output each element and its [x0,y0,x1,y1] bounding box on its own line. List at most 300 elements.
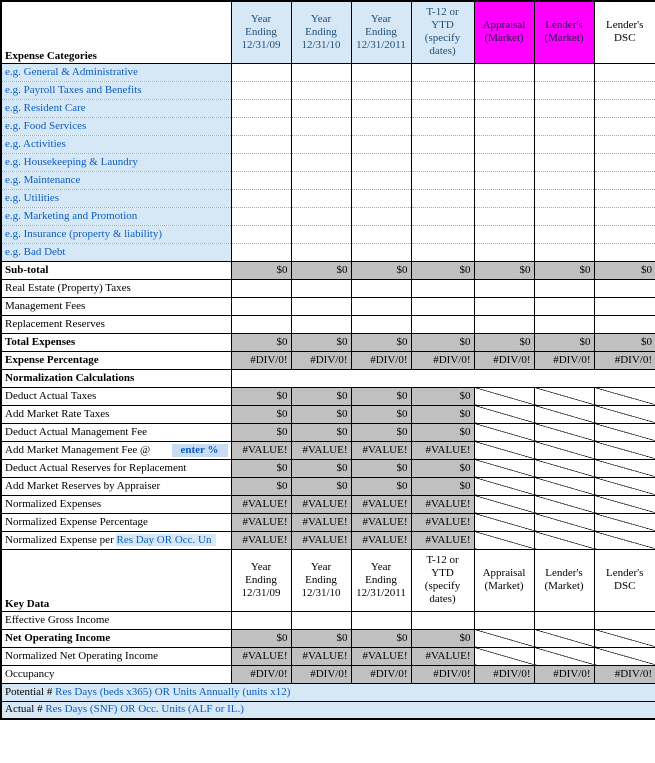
spreadsheet-cell[interactable] [474,171,534,189]
diagonal-cell[interactable] [474,629,534,647]
spreadsheet-cell[interactable] [594,171,655,189]
diagonal-cell[interactable] [534,423,594,441]
spreadsheet-cell[interactable] [534,135,594,153]
spreadsheet-cell[interactable] [411,225,474,243]
key-data-header: Key Data [1,549,231,611]
spreadsheet-cell[interactable] [411,297,474,315]
table-row [1,611,655,629]
spreadsheet-cell[interactable] [594,279,655,297]
section-blank-area [231,369,655,387]
spreadsheet-cell[interactable] [351,315,411,333]
spreadsheet-cell[interactable] [351,225,411,243]
spreadsheet-cell[interactable] [594,297,655,315]
spreadsheet-cell[interactable] [351,297,411,315]
value-cell[interactable]: #DIV/0! [291,351,351,369]
table-row [1,629,655,647]
value-cell[interactable]: $0 [351,387,411,405]
table-row [1,135,655,153]
spreadsheet-cell[interactable] [291,297,351,315]
spreadsheet-cell[interactable] [594,243,655,261]
key-column-header-1: Year Ending 12/31/10 [291,549,351,611]
row-label-text: Normalized Expenses [5,497,102,510]
spreadsheet-cell[interactable] [231,225,291,243]
value-cell[interactable]: $0 [351,333,411,351]
spreadsheet-cell[interactable] [474,81,534,99]
spreadsheet-cell[interactable] [534,81,594,99]
spreadsheet-cell[interactable] [411,611,474,629]
diagonal-cell[interactable] [534,629,594,647]
spreadsheet-cell[interactable] [411,153,474,171]
spreadsheet-cell[interactable] [291,153,351,171]
diagonal-cell[interactable] [594,495,655,513]
value-cell[interactable]: #DIV/0! [411,665,474,683]
value-cell[interactable]: #VALUE! [291,495,351,513]
spreadsheet-cell[interactable] [474,243,534,261]
diagonal-cell[interactable] [474,459,534,477]
value-cell[interactable]: $0 [351,459,411,477]
value-cell[interactable]: $0 [291,405,351,423]
value-cell[interactable]: $0 [411,333,474,351]
row-label: e.g. Activities [1,135,231,153]
spreadsheet-cell[interactable] [411,81,474,99]
spreadsheet-cell[interactable] [231,153,291,171]
row-label-text: Net Operating Income [5,631,111,644]
spreadsheet-cell[interactable] [411,135,474,153]
value-cell[interactable]: $0 [351,477,411,495]
spreadsheet-cell[interactable] [594,207,655,225]
row-label-text: Add Market Rate Taxes [5,407,110,420]
value-cell[interactable]: $0 [291,477,351,495]
spreadsheet-cell[interactable] [291,135,351,153]
value-cell[interactable]: $0 [534,261,594,279]
spreadsheet-cell[interactable] [474,135,534,153]
value-cell[interactable]: $0 [351,423,411,441]
table-row [1,549,655,611]
value-cell[interactable]: $0 [231,333,291,351]
value-cell[interactable]: $0 [594,261,655,279]
spreadsheet-cell[interactable] [351,207,411,225]
value-cell[interactable]: $0 [231,629,291,647]
value-cell[interactable]: #DIV/0! [534,665,594,683]
key-column-header-5: Lender's (Market) [534,549,594,611]
value-cell[interactable]: #VALUE! [411,495,474,513]
table-row [1,647,655,665]
spreadsheet-cell[interactable] [291,611,351,629]
spreadsheet-cell[interactable] [594,135,655,153]
diagonal-cell[interactable] [534,405,594,423]
header-row [1,1,655,63]
value-cell[interactable]: $0 [291,333,351,351]
spreadsheet-cell[interactable] [411,171,474,189]
value-cell[interactable]: #VALUE! [411,513,474,531]
value-cell[interactable]: #VALUE! [351,441,411,459]
spreadsheet-cell[interactable] [351,117,411,135]
diagonal-cell[interactable] [594,441,655,459]
value-cell[interactable]: #VALUE! [231,495,291,513]
spreadsheet-cell[interactable] [231,189,291,207]
diagonal-cell[interactable] [474,647,534,665]
value-cell[interactable]: #DIV/0! [351,351,411,369]
table-row [1,171,655,189]
spreadsheet-cell[interactable] [411,63,474,81]
row-label: e.g. General & Administrative [1,63,231,81]
row-label-text: Normalized Expense Percentage [5,515,148,528]
spreadsheet-cell[interactable] [351,153,411,171]
spreadsheet-cell[interactable] [351,189,411,207]
spreadsheet-cell[interactable] [231,243,291,261]
spreadsheet-cell[interactable] [411,117,474,135]
table-row [1,279,655,297]
spreadsheet-cell[interactable] [411,207,474,225]
spreadsheet-cell[interactable] [291,81,351,99]
banner-text: Res Days (SNF) OR Occ. Units (ALF or IL.) [45,703,244,716]
spreadsheet-cell[interactable] [231,99,291,117]
diagonal-cell[interactable] [474,531,534,549]
diagonal-cell[interactable] [594,513,655,531]
row-label [1,647,231,665]
table-row [1,683,655,701]
banner-prefix: Actual # [5,703,46,716]
spreadsheet-cell[interactable] [231,81,291,99]
value-cell[interactable]: #VALUE! [351,495,411,513]
spreadsheet-cell[interactable] [474,297,534,315]
table-row [1,63,655,81]
row-label: Occupancy [1,665,231,683]
table-row [1,261,655,279]
diagonal-cell[interactable] [474,513,534,531]
value-cell[interactable]: $0 [474,261,534,279]
table-row [1,477,655,495]
spreadsheet-cell[interactable] [534,189,594,207]
spreadsheet-cell[interactable] [474,99,534,117]
spreadsheet-cell[interactable] [291,279,351,297]
table-row [1,405,655,423]
spreadsheet-cell[interactable] [231,135,291,153]
spreadsheet-cell[interactable] [534,611,594,629]
value-cell[interactable]: $0 [534,333,594,351]
value-cell[interactable]: $0 [291,629,351,647]
row-label [1,495,231,513]
column-header-year-10: Year Ending 12/31/10 [291,1,351,63]
spreadsheet-cell[interactable] [594,117,655,135]
value-cell[interactable]: #DIV/0! [594,351,655,369]
diagonal-cell[interactable] [594,423,655,441]
spreadsheet-cell[interactable] [534,297,594,315]
row-label [1,441,231,459]
expense-categories-header: Expense Categories [1,1,231,63]
diagonal-cell[interactable] [534,459,594,477]
diagonal-cell[interactable] [534,495,594,513]
spreadsheet-cell[interactable] [594,99,655,117]
row-label: Total Expenses [1,333,231,351]
spreadsheet-cell[interactable] [534,243,594,261]
spreadsheet-cell[interactable] [411,99,474,117]
table-row [1,81,655,99]
value-cell[interactable]: $0 [411,387,474,405]
value-cell[interactable]: #DIV/0! [534,351,594,369]
spreadsheet-cell[interactable] [231,171,291,189]
spreadsheet-cell[interactable] [231,611,291,629]
spreadsheet-cell[interactable] [351,279,411,297]
table-row [1,531,655,549]
row-label: e.g. Housekeeping & Laundry [1,153,231,171]
value-cell[interactable]: #VALUE! [231,513,291,531]
spreadsheet-cell[interactable] [411,279,474,297]
row-label: e.g. Insurance (property & liability) [1,225,231,243]
enter-percent-chip[interactable]: enter % [172,444,228,457]
spreadsheet-cell[interactable] [291,171,351,189]
spreadsheet-cell[interactable] [534,315,594,333]
value-cell[interactable]: #DIV/0! [231,351,291,369]
table-row [1,207,655,225]
value-cell[interactable]: $0 [351,629,411,647]
row-label: Sub-total [1,261,231,279]
value-cell[interactable]: #VALUE! [351,513,411,531]
spreadsheet-cell[interactable] [351,135,411,153]
spreadsheet-cell[interactable] [291,225,351,243]
value-cell[interactable]: #DIV/0! [411,351,474,369]
spreadsheet-cell[interactable] [351,63,411,81]
row-label-text: Deduct Actual Taxes [5,389,97,402]
table-row [1,387,655,405]
spreadsheet-cell[interactable] [291,189,351,207]
diagonal-cell[interactable] [534,513,594,531]
table-row [1,297,655,315]
spreadsheet-cell[interactable] [474,153,534,171]
banner-prefix: Potential # [5,685,56,698]
spreadsheet-cell[interactable] [231,315,291,333]
spreadsheet-cell[interactable] [534,99,594,117]
row-label: e.g. Resident Care [1,99,231,117]
row-label [1,513,231,531]
banner-label [1,683,655,701]
spreadsheet-cell[interactable] [231,297,291,315]
value-cell[interactable]: $0 [411,459,474,477]
column-header-appraisal-market: Appraisal (Market) [474,1,534,63]
diagonal-cell[interactable] [474,405,534,423]
value-cell[interactable]: $0 [411,423,474,441]
diagonal-cell[interactable] [474,387,534,405]
row-label: Expense Percentage [1,351,231,369]
spreadsheet-cell[interactable] [291,99,351,117]
spreadsheet-cell[interactable] [474,315,534,333]
value-cell[interactable]: $0 [411,629,474,647]
spreadsheet-cell[interactable] [351,81,411,99]
value-cell[interactable]: #VALUE! [231,441,291,459]
table-row [1,513,655,531]
spreadsheet-cell[interactable] [231,117,291,135]
spreadsheet-cell[interactable] [411,315,474,333]
spreadsheet-cell[interactable] [474,117,534,135]
spreadsheet-cell[interactable] [291,63,351,81]
row-label-text: Normalized Expense per [5,533,117,546]
value-cell[interactable]: $0 [231,387,291,405]
value-cell[interactable]: $0 [351,405,411,423]
diagonal-cell[interactable] [594,647,655,665]
value-cell[interactable]: $0 [231,459,291,477]
diagonal-cell[interactable] [594,387,655,405]
spreadsheet-cell[interactable] [231,279,291,297]
value-cell[interactable]: $0 [351,261,411,279]
row-label [1,629,231,647]
spreadsheet-cell[interactable] [291,207,351,225]
row-label-text: Normalized Net Operating Income [5,649,159,662]
row-label [1,387,231,405]
value-cell[interactable]: #DIV/0! [351,665,411,683]
diagonal-cell[interactable] [474,477,534,495]
spreadsheet-cell[interactable] [534,207,594,225]
key-column-header-0: Year Ending 12/31/09 [231,549,291,611]
banner-text: Res Days (beds x365) OR Units Annually (units x12) [55,685,291,698]
value-cell[interactable]: $0 [231,477,291,495]
value-cell[interactable]: #DIV/0! [291,665,351,683]
spreadsheet-cell[interactable] [594,153,655,171]
table-row [1,225,655,243]
column-header-lenders-dsc: Lender's DSC [594,1,655,63]
spreadsheet-cell[interactable] [534,63,594,81]
table-row [1,665,655,683]
value-cell[interactable]: #DIV/0! [474,351,534,369]
row-label: e.g. Marketing and Promotion [1,207,231,225]
value-cell[interactable]: #VALUE! [231,647,291,665]
spreadsheet-cell[interactable] [474,279,534,297]
table-row [1,315,655,333]
spreadsheet-cell[interactable] [594,63,655,81]
value-cell[interactable]: #DIV/0! [594,665,655,683]
diagonal-cell[interactable] [534,387,594,405]
spreadsheet-cell[interactable] [594,225,655,243]
spreadsheet-cell[interactable] [411,189,474,207]
value-cell[interactable]: #VALUE! [411,647,474,665]
spreadsheet-cell[interactable] [534,279,594,297]
table-row [1,243,655,261]
table-row [1,441,655,459]
diagonal-cell[interactable] [474,441,534,459]
value-cell[interactable]: $0 [231,423,291,441]
diagonal-cell[interactable] [534,531,594,549]
spreadsheet-cell[interactable] [534,171,594,189]
column-header-t12-ytd: T-12 or YTD (specify dates) [411,1,474,63]
spreadsheet-cell[interactable] [474,225,534,243]
value-cell[interactable]: #DIV/0! [474,665,534,683]
spreadsheet-cell[interactable] [351,171,411,189]
banner-label [1,701,655,719]
diagonal-cell[interactable] [594,459,655,477]
diagonal-cell[interactable] [474,495,534,513]
diagonal-cell[interactable] [594,531,655,549]
table-row [1,189,655,207]
table-row [1,99,655,117]
row-label-text: Add Market Management Fee @ [5,443,151,456]
value-cell[interactable]: #VALUE! [291,441,351,459]
value-cell[interactable]: #VALUE! [351,647,411,665]
row-label: e.g. Utilities [1,189,231,207]
spreadsheet-cell[interactable] [474,207,534,225]
diagonal-cell[interactable] [594,477,655,495]
worksheet-body [1,63,655,719]
value-cell[interactable]: #VALUE! [411,531,474,549]
table-row [1,369,655,387]
value-cell[interactable]: $0 [411,477,474,495]
spreadsheet-cell[interactable] [291,315,351,333]
spreadsheet-cell[interactable] [534,225,594,243]
row-label [1,531,231,549]
spreadsheet-cell[interactable] [594,315,655,333]
value-cell[interactable]: $0 [291,459,351,477]
value-cell[interactable]: #VALUE! [291,531,351,549]
value-cell[interactable]: #VALUE! [351,531,411,549]
column-header-lenders-market: Lender's (Market) [534,1,594,63]
row-label [1,423,231,441]
value-cell[interactable]: #VALUE! [291,647,351,665]
value-cell[interactable]: $0 [411,261,474,279]
diagonal-cell[interactable] [534,477,594,495]
spreadsheet-cell[interactable] [594,81,655,99]
row-label: Real Estate (Property) Taxes [1,279,231,297]
spreadsheet-cell[interactable] [351,611,411,629]
key-column-header-2: Year Ending 12/31/2011 [351,549,411,611]
value-cell[interactable]: $0 [291,261,351,279]
diagonal-cell[interactable] [474,423,534,441]
diagonal-cell[interactable] [594,405,655,423]
diagonal-cell[interactable] [594,629,655,647]
value-cell[interactable]: $0 [231,261,291,279]
diagonal-cell[interactable] [534,647,594,665]
value-cell[interactable]: $0 [411,405,474,423]
spreadsheet-cell[interactable] [534,117,594,135]
key-column-header-6: Lender's DSC [594,549,655,611]
column-header-year-09: Year Ending 12/31/09 [231,1,291,63]
value-cell[interactable]: $0 [291,423,351,441]
row-label: e.g. Food Services [1,117,231,135]
value-cell[interactable]: #VALUE! [291,513,351,531]
value-cell[interactable]: #VALUE! [411,441,474,459]
spreadsheet-cell[interactable] [534,153,594,171]
value-cell[interactable]: $0 [594,333,655,351]
spreadsheet-cell[interactable] [231,63,291,81]
spreadsheet-cell[interactable] [594,189,655,207]
value-cell[interactable]: #DIV/0! [231,665,291,683]
spreadsheet-cell[interactable] [411,243,474,261]
diagonal-cell[interactable] [534,441,594,459]
section-label: Normalization Calculations [1,369,231,387]
table-row [1,333,655,351]
spreadsheet-cell[interactable] [474,611,534,629]
row-label-text: Deduct Actual Management Fee [5,425,148,438]
row-label: Effective Gross Income [1,611,231,629]
row-label [1,477,231,495]
value-cell[interactable]: $0 [231,405,291,423]
row-label [1,459,231,477]
key-column-header-3: T-12 or YTD (specify dates) [411,549,474,611]
key-column-header-4: Appraisal (Market) [474,549,534,611]
row-label: e.g. Payroll Taxes and Benefits [1,81,231,99]
row-label [1,405,231,423]
spreadsheet-cell[interactable] [594,611,655,629]
spreadsheet-cell[interactable] [351,243,411,261]
row-label: Management Fees [1,297,231,315]
spreadsheet-cell[interactable] [291,117,351,135]
spreadsheet-cell[interactable] [291,243,351,261]
value-cell[interactable]: $0 [291,387,351,405]
row-label: e.g. Bad Debt [1,243,231,261]
value-cell[interactable]: $0 [474,333,534,351]
spreadsheet-cell[interactable] [474,63,534,81]
value-cell[interactable]: #VALUE! [231,531,291,549]
spreadsheet-cell[interactable] [231,207,291,225]
spreadsheet-cell[interactable] [351,99,411,117]
spreadsheet-cell[interactable] [474,189,534,207]
